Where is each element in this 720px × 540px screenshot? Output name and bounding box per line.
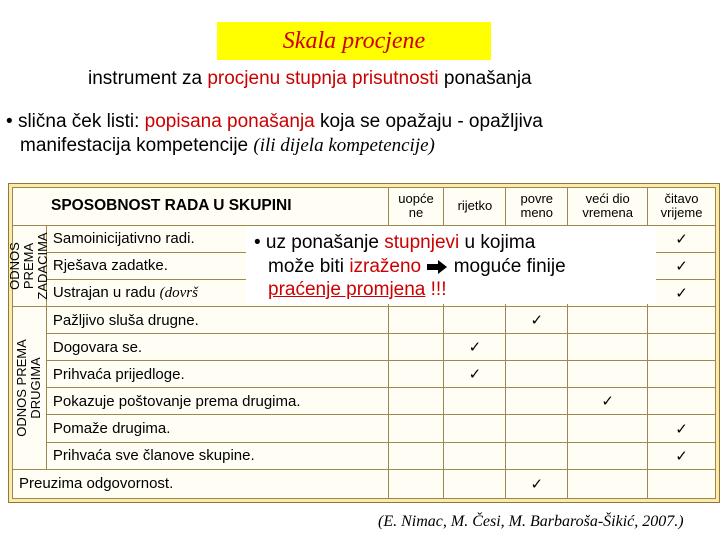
rating-cell[interactable] — [506, 388, 568, 415]
column-header — [444, 188, 506, 226]
behavior-text: Prihvaća prijedloge. — [52, 365, 185, 383]
bullet-part1: slična ček listi: — [17, 111, 145, 132]
group-label-line: ODNOS — [7, 241, 23, 290]
bullet-highlight: popisana ponašanja — [144, 111, 315, 132]
rating-cell[interactable] — [388, 469, 444, 498]
rating-cell[interactable] — [444, 306, 506, 333]
rating-cell[interactable] — [648, 361, 716, 388]
rating-cell[interactable] — [388, 415, 444, 442]
rating-cell[interactable] — [648, 225, 716, 252]
rating-cell[interactable] — [648, 442, 716, 469]
right-arrow-icon — [426, 260, 448, 274]
behavior-label — [46, 306, 388, 333]
callout-line1-b: stupnjevi — [384, 232, 460, 253]
rating-cell[interactable] — [506, 415, 568, 442]
behavior-text: Pokazuje poštovanje prema drugima. — [52, 392, 301, 410]
behavior-label — [46, 361, 388, 388]
column-header — [388, 188, 444, 226]
callout-line1-a: • uz ponašanje — [254, 232, 385, 253]
rating-cell[interactable] — [648, 306, 716, 333]
column-header-line: vremena — [582, 205, 633, 221]
table-row — [13, 442, 716, 469]
callout-line2-b: izraženo — [349, 256, 422, 277]
rating-cell[interactable] — [388, 388, 444, 415]
subtitle-highlight: procjenu stupnja prisutnosti — [207, 68, 439, 89]
check-icon: ✓ — [468, 339, 482, 357]
behavior-label — [46, 442, 388, 469]
behavior-text: Pažljivo sluša drugne. — [52, 311, 199, 329]
table-row — [13, 415, 716, 442]
column-header — [506, 188, 568, 226]
behavior-text: Samoinicijativno radi. — [52, 230, 195, 248]
rating-cell[interactable] — [648, 388, 716, 415]
rating-cell[interactable] — [648, 415, 716, 442]
rating-cell[interactable] — [648, 334, 716, 361]
subtitle-part1: instrument za — [88, 68, 208, 89]
behavior-text: Dogovara se. — [52, 338, 143, 356]
group-label — [15, 339, 43, 437]
check-icon: ✓ — [468, 366, 482, 384]
column-header-line: uopće — [398, 191, 434, 207]
check-icon: ✓ — [530, 312, 544, 329]
behavior-label: Preuzima odgovornost. — [13, 469, 389, 498]
behavior-text: Rješava zadatke. — [52, 257, 168, 275]
callout-line3-a: praćenje promjena — [268, 279, 426, 300]
check-icon: ✓ — [675, 257, 688, 275]
title-banner — [217, 22, 491, 60]
table-row — [13, 334, 716, 361]
column-header-line: meno — [520, 205, 554, 221]
page-title: Skala procjene — [282, 27, 426, 54]
callout-line1 — [254, 232, 535, 254]
column-header-line: povre — [520, 191, 554, 207]
table-row-last — [13, 469, 716, 498]
rating-cell[interactable] — [568, 469, 648, 498]
rating-cell[interactable] — [568, 361, 648, 388]
check-icon: ✓ — [675, 420, 688, 438]
column-header-line: čitavo — [664, 191, 699, 207]
rating-cell[interactable] — [444, 442, 506, 469]
callout-line2-a: može biti — [268, 256, 350, 277]
column-header — [648, 188, 716, 226]
group-label-cell — [13, 306, 47, 469]
rating-cell[interactable] — [506, 442, 568, 469]
rating-cell[interactable] — [568, 442, 648, 469]
table-row — [13, 306, 716, 333]
column-header-line: ne — [408, 205, 424, 221]
group-label-cell — [7, 225, 51, 306]
behavior-text: Prihvaća sve članove skupine. — [52, 447, 255, 465]
behavior-label — [46, 388, 388, 415]
callout-line2-c: moguće finije — [448, 256, 566, 277]
rating-cell[interactable] — [444, 469, 506, 498]
rating-cell[interactable] — [388, 361, 444, 388]
rating-cell[interactable] — [648, 469, 716, 498]
rating-cell[interactable] — [444, 361, 506, 388]
rating-cell[interactable] — [506, 469, 568, 498]
column-header-line: rijetko — [457, 198, 493, 214]
callout-line3 — [268, 279, 447, 301]
callout-line1-c: u kojima — [459, 232, 536, 253]
header-title: SPOSOBNOST RADA U SKUPINI — [13, 188, 389, 226]
check-icon: ✓ — [675, 447, 688, 465]
rating-cell[interactable] — [388, 334, 444, 361]
group-label-line: DRUGIMA — [28, 357, 44, 419]
rating-cell[interactable] — [568, 306, 648, 333]
rating-cell[interactable] — [568, 334, 648, 361]
callout-line2 — [268, 256, 566, 278]
header-row — [13, 188, 716, 226]
bullet-part4: manifestacija kompetencije — [20, 135, 254, 156]
check-icon: ✓ — [601, 393, 614, 411]
check-icon: ✓ — [675, 284, 688, 302]
table-row — [13, 361, 716, 388]
rating-cell[interactable] — [568, 388, 648, 415]
group-label-line: ODNOS PREMA — [14, 339, 30, 437]
bullet-marker: • — [6, 111, 13, 132]
rating-cell[interactable] — [648, 252, 716, 279]
callout-note — [246, 226, 656, 304]
subtitle-part3: ponašanja — [438, 68, 532, 89]
subtitle — [88, 68, 532, 90]
callout-line3-b: !!! — [425, 279, 447, 300]
source-citation: (E. Nimac, M. Česi, M. Barbaroša-Šikić, 2007.) — [378, 513, 684, 530]
bullet-part5: (ili dijela kompetencije) — [253, 135, 435, 156]
bullet-checklist — [6, 110, 706, 158]
behavior-text: Ustrajan u radu — [52, 283, 160, 301]
table-row — [13, 388, 716, 415]
group-label — [8, 232, 50, 299]
group-label-line: ZADACIMA — [35, 232, 51, 300]
behavior-text: Pomaže drugima. — [52, 420, 171, 437]
check-icon: ✓ — [675, 230, 688, 248]
column-header — [568, 188, 648, 226]
column-header-line: veći dio — [585, 191, 630, 207]
rating-cell[interactable] — [506, 334, 568, 361]
rating-cell[interactable] — [388, 442, 444, 469]
group-label-line: PREMA — [21, 242, 37, 289]
rating-cell[interactable] — [444, 415, 506, 442]
behavior-label — [46, 334, 388, 361]
behavior-label — [46, 415, 388, 442]
behavior-note: (dovrš — [159, 284, 198, 301]
check-icon: ✓ — [530, 475, 544, 493]
bullet-part3: koja se opažaju - opažljiva — [314, 111, 543, 132]
rating-cell[interactable] — [506, 361, 568, 388]
column-header-line: vrijeme — [660, 205, 703, 221]
rating-cell[interactable] — [388, 306, 444, 333]
rating-cell[interactable] — [506, 306, 568, 333]
rating-cell[interactable] — [444, 334, 506, 361]
rating-cell[interactable] — [568, 415, 648, 442]
rating-cell[interactable] — [648, 279, 716, 306]
rating-cell[interactable] — [444, 388, 506, 415]
